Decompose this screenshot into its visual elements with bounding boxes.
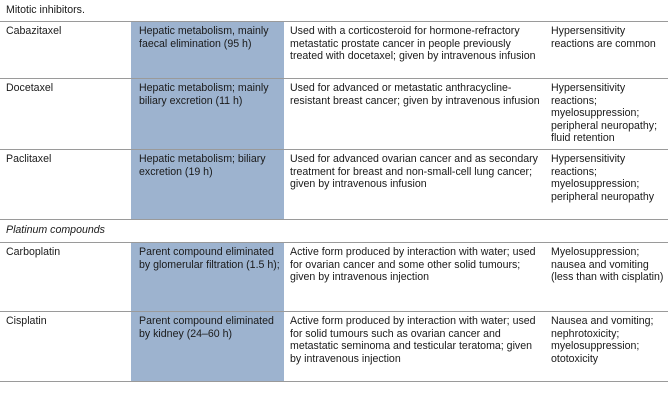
adverse-effects-cell: Hypersensitivity reactions; myelosuppression; peripheral neuropathy (545, 149, 668, 219)
section-title: Mitotic inhibitors. (0, 0, 668, 22)
drug-name: Carboplatin (0, 242, 131, 311)
adverse-effects-cell: Hypersensitivity reactions are common (545, 22, 668, 79)
section-header-platinum-compounds (0, 219, 668, 242)
pharmacokinetics-cell: Hepatic metabolism; mainly biliary excretion (11 h) (131, 79, 284, 150)
table-row-cisplatin (0, 311, 668, 381)
table-row-cabazitaxel (0, 22, 668, 79)
clinical-use-cell: Used for advanced or metastatic anthracycline-resistant breast cancer; given by intravenous infusion (284, 79, 545, 150)
drug-name: Cabazitaxel (0, 22, 131, 79)
section-header-mitotic-inhibitors (0, 0, 668, 22)
clinical-use-cell: Active form produced by interaction with water; used for solid tumours such as ovarian cancer and metastatic seminoma and testicular teratoma; given by intravenous injection (284, 311, 545, 381)
clinical-use-cell: Used with a corticosteroid for hormone-refractory metastatic prostate cancer in people previously treated with docetaxel; given by intravenous infusion (284, 22, 545, 79)
drug-name: Docetaxel (0, 79, 131, 150)
section-title: Platinum compounds (0, 219, 668, 242)
drug-name: Cisplatin (0, 311, 131, 381)
adverse-effects-cell: Nausea and vomiting; nephrotoxicity; myelosuppression; ototoxicity (545, 311, 668, 381)
adverse-effects-cell: Hypersensitivity reactions; myelosuppression; peripheral neuropathy; fluid retention (545, 79, 668, 150)
table-row-paclitaxel (0, 149, 668, 219)
pharmacokinetics-cell: Parent compound eliminated by kidney (24–60 h) (131, 311, 284, 381)
adverse-effects-cell: Myelosuppression; nausea and vomiting (less than with cisplatin) (545, 242, 668, 311)
pharmacokinetics-cell: Hepatic metabolism, mainly faecal elimination (95 h) (131, 22, 284, 79)
table-row-carboplatin (0, 242, 668, 311)
clinical-use-cell: Used for advanced ovarian cancer and as secondary treatment for breast and non-small-cell lung cancer; given by intravenous infusion (284, 149, 545, 219)
pharmacokinetics-cell: Hepatic metabolism; biliary excretion (19 h) (131, 149, 284, 219)
pharmacokinetics-cell: Parent compound eliminated by glomerular filtration (1.5 h); (131, 242, 284, 311)
table-row-docetaxel (0, 79, 668, 150)
drug-name: Paclitaxel (0, 149, 131, 219)
clinical-use-cell: Active form produced by interaction with water; used for ovarian cancer and some other solid tumours; given by intravenous injection (284, 242, 545, 311)
